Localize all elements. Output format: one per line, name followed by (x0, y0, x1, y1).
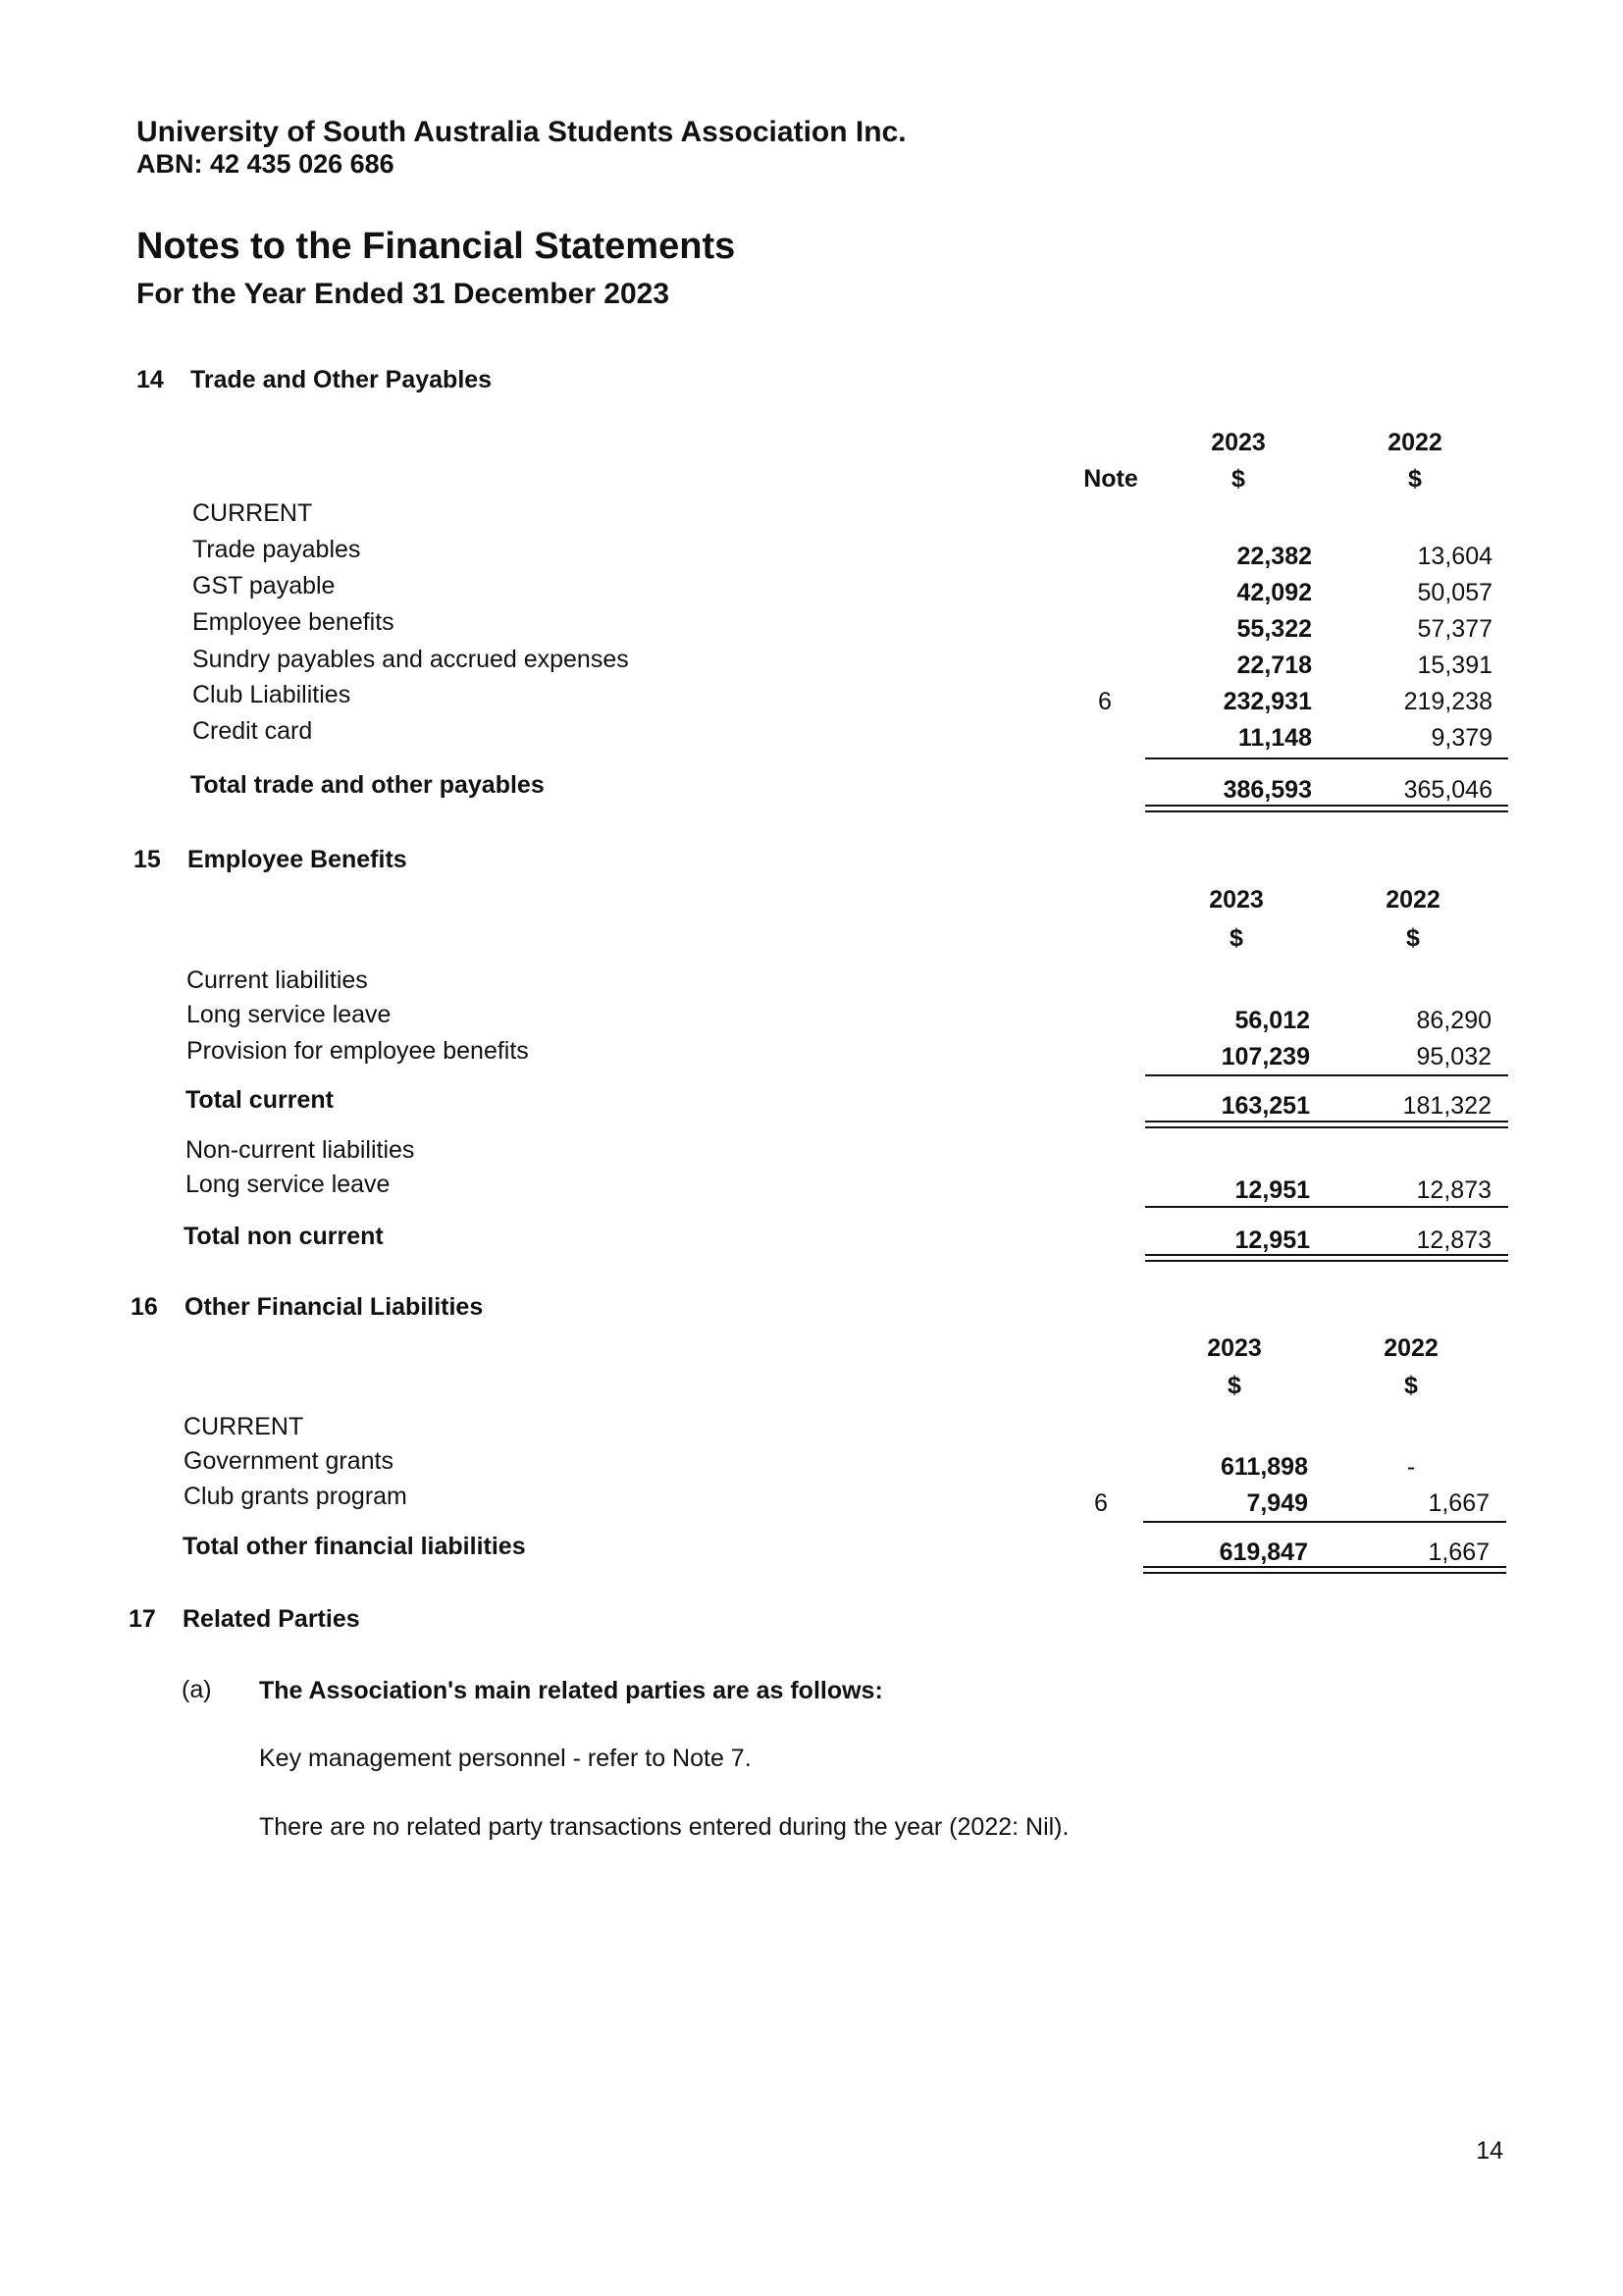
note14-row-2022: 57,377 (1417, 615, 1492, 643)
note16-header-2023: 2023 (1207, 1334, 1262, 1362)
note16-header-2022: 2022 (1384, 1334, 1439, 1362)
organisation-name: University of South Australia Students Association Inc. (136, 116, 907, 148)
note14-row-2022: 50,057 (1417, 579, 1492, 606)
note14-header-2023: 2023 (1211, 429, 1266, 456)
note15-total-noncurrent-2022: 12,873 (1416, 1226, 1492, 1254)
note14-row-2023: 42,092 (1236, 579, 1312, 606)
page-subtitle: For the Year Ended 31 December 2023 (136, 278, 670, 310)
abn: ABN: 42 435 026 686 (136, 149, 394, 179)
note15-total-noncurrent-label: Total non current (183, 1223, 384, 1250)
note14-total-label: Total trade and other payables (190, 771, 545, 799)
note16-row-label: Club grants program (183, 1483, 407, 1510)
note16-currency-2022: $ (1404, 1372, 1418, 1399)
page-title: Notes to the Financial Statements (136, 226, 736, 267)
note14-row-2022: 13,604 (1417, 543, 1492, 570)
note15-row-2023: 107,239 (1221, 1043, 1310, 1070)
note16-row-label: Government grants (183, 1447, 393, 1475)
note16-total-label: Total other financial liabilities (183, 1533, 526, 1560)
note15-noncurrent-subtotal-rule (1145, 1206, 1508, 1208)
note17-paragraph: There are no related party transactions entered during the year (2022: Nil). (259, 1813, 1070, 1841)
note15-row-2023: 12,951 (1234, 1176, 1310, 1204)
note15-row-label: Provision for employee benefits (186, 1037, 529, 1065)
note14-total-2022: 365,046 (1403, 776, 1492, 804)
note17-sub-title: The Association's main related parties are as follows: (259, 1677, 883, 1704)
note14-subtotal-rule (1145, 757, 1508, 759)
note16-row-2022: 1,667 (1428, 1489, 1490, 1517)
note15-total-noncurrent-double-rule (1145, 1254, 1508, 1262)
note17-paragraph: Key management personnel - refer to Note 7. (259, 1745, 752, 1772)
note15-total-current-2023: 163,251 (1221, 1092, 1310, 1120)
note15-total-current-double-rule (1145, 1121, 1508, 1128)
note15-row-2022: 95,032 (1416, 1043, 1492, 1070)
note14-row-label: Club Liabilities (192, 681, 351, 708)
note14-row-2023: 22,382 (1236, 543, 1312, 570)
note14-row-2023: 232,931 (1223, 688, 1312, 715)
note16-row-2023: 611,898 (1221, 1453, 1308, 1481)
note14-row-2023: 55,322 (1236, 615, 1312, 643)
note14-row-2023: 22,718 (1236, 652, 1312, 679)
note16-total-double-rule (1143, 1566, 1506, 1574)
note14-row-2022: 219,238 (1403, 688, 1492, 715)
note15-header-2023: 2023 (1209, 886, 1264, 913)
note15-row-2023: 56,012 (1234, 1007, 1310, 1034)
note16-subtotal-rule (1143, 1521, 1506, 1523)
note14-row-note-ref: 6 (1098, 688, 1112, 715)
note16-title: Other Financial Liabilities (184, 1293, 484, 1321)
note15-total-current-label: Total current (185, 1086, 334, 1114)
note15-header-2022: 2022 (1386, 886, 1440, 913)
note15-currency-2023: $ (1230, 924, 1243, 952)
note16-section-label: CURRENT (183, 1413, 304, 1440)
note16-total-2023: 619,847 (1219, 1539, 1308, 1566)
note16-total-2022: 1,667 (1428, 1539, 1490, 1566)
note14-section-label: CURRENT (192, 499, 313, 527)
note14-number: 14 (136, 366, 164, 393)
note15-current-subtotal-rule (1145, 1074, 1508, 1076)
note14-title: Trade and Other Payables (190, 366, 493, 393)
note17-title: Related Parties (183, 1605, 360, 1633)
note14-total-double-rule (1145, 805, 1508, 812)
note14-currency-2023: $ (1231, 465, 1245, 493)
page-number: 14 (1476, 2137, 1503, 2165)
note15-row-label: Long service leave (186, 1001, 392, 1028)
note14-row-label: Employee benefits (192, 608, 394, 636)
note15-current-label: Current liabilities (186, 966, 368, 994)
note15-title: Employee Benefits (187, 846, 407, 873)
note14-currency-2022: $ (1408, 465, 1422, 493)
note14-row-label: Credit card (192, 717, 313, 745)
note16-number: 16 (131, 1293, 158, 1321)
note14-row-2023: 11,148 (1237, 724, 1312, 752)
note17-number: 17 (129, 1605, 156, 1633)
note14-row-2022: 15,391 (1417, 652, 1492, 679)
note15-currency-2022: $ (1406, 924, 1420, 952)
note14-total-2023: 386,593 (1223, 776, 1312, 804)
note15-row-2022: 86,290 (1416, 1007, 1492, 1034)
note14-header-note: Note (1083, 465, 1138, 493)
note14-row-label: GST payable (192, 572, 336, 600)
note14-header-2022: 2022 (1387, 429, 1442, 456)
note14-row-2022: 9,379 (1431, 724, 1492, 752)
note16-row-2022: - (1406, 1453, 1416, 1481)
note16-currency-2023: $ (1228, 1372, 1241, 1399)
note15-row-label: Long service leave (185, 1171, 391, 1198)
note15-noncurrent-label: Non-current liabilities (185, 1136, 415, 1164)
note14-row-label: Trade payables (192, 536, 361, 563)
note14-row-label: Sundry payables and accrued expenses (192, 646, 629, 673)
note16-row-note-ref: 6 (1094, 1489, 1108, 1517)
note15-number: 15 (133, 846, 161, 873)
note15-total-noncurrent-2023: 12,951 (1234, 1226, 1310, 1254)
note16-row-2023: 7,949 (1246, 1489, 1308, 1517)
note15-row-2022: 12,873 (1416, 1176, 1492, 1204)
note15-total-current-2022: 181,322 (1402, 1092, 1492, 1120)
note17-sub-marker: (a) (182, 1676, 212, 1703)
